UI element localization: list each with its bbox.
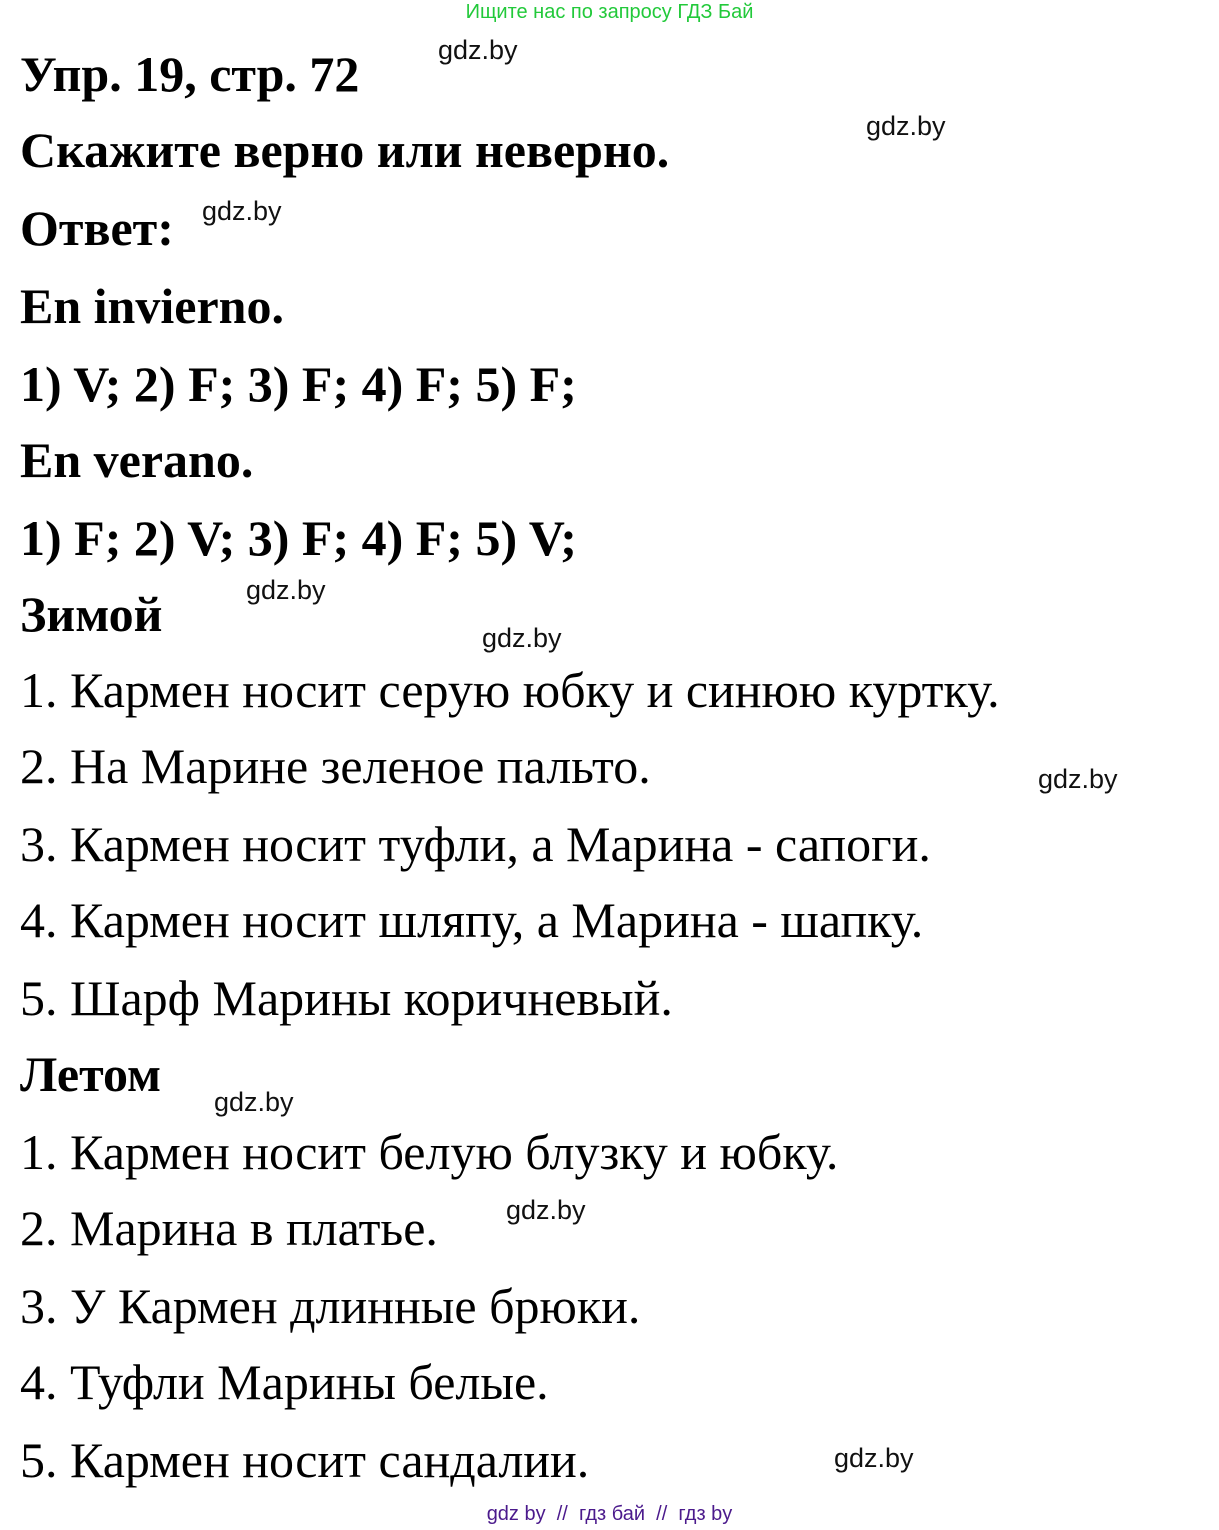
watermark: gdz.by [202,196,282,226]
section-heading-summer-ru: Летом [20,1046,162,1102]
list-item: 1. Кармен носит серую юбку и синюю куртку. [20,662,1000,718]
watermark: gdz.by [506,1195,586,1225]
list-item: 1. Кармен носит белую блузку и юбку. [20,1124,839,1180]
list-item: 4. Туфли Марины белые. [20,1354,549,1410]
section-heading-winter-ru: Зимой [20,586,163,642]
answer-label: Ответ: [20,200,174,256]
task-text: Скажите верно или неверно. [20,122,670,178]
search-banner[interactable]: Ищите нас по запросу ГДЗ Бай [465,1,754,23]
list-item: 4. Кармен носит шляпу, а Марина - шапку. [20,892,924,948]
list-item: 5. Кармен носит сандалии. [20,1432,590,1488]
answers-winter: 1) V; 2) F; 3) F; 4) F; 5) F; [20,356,577,412]
exercise-title: Упр. 19, стр. 72 [20,46,360,102]
answers-summer: 1) F; 2) V; 3) F; 4) F; 5) V; [20,510,577,566]
section-heading-winter-es: En invierno. [20,278,284,334]
section-heading-summer-es: En verano. [20,432,254,488]
list-item: 3. У Кармен длинные брюки. [20,1278,641,1334]
watermark: gdz.by [1038,764,1118,794]
footer-links[interactable]: gdz by // гдз бай // гдз by [486,1503,733,1525]
list-item: 5. Шарф Марины коричневый. [20,970,673,1026]
list-item: 2. Марина в платье. [20,1200,438,1256]
watermark: gdz.by [246,575,326,605]
watermark: gdz.by [438,35,518,65]
watermark: gdz.by [482,623,562,653]
watermark: gdz.by [214,1087,294,1117]
watermark: gdz.by [834,1443,914,1473]
watermark: gdz.by [866,111,946,141]
list-item: 2. На Марине зеленое пальто. [20,738,651,794]
list-item: 3. Кармен носит туфли, а Марина - сапоги. [20,816,931,872]
